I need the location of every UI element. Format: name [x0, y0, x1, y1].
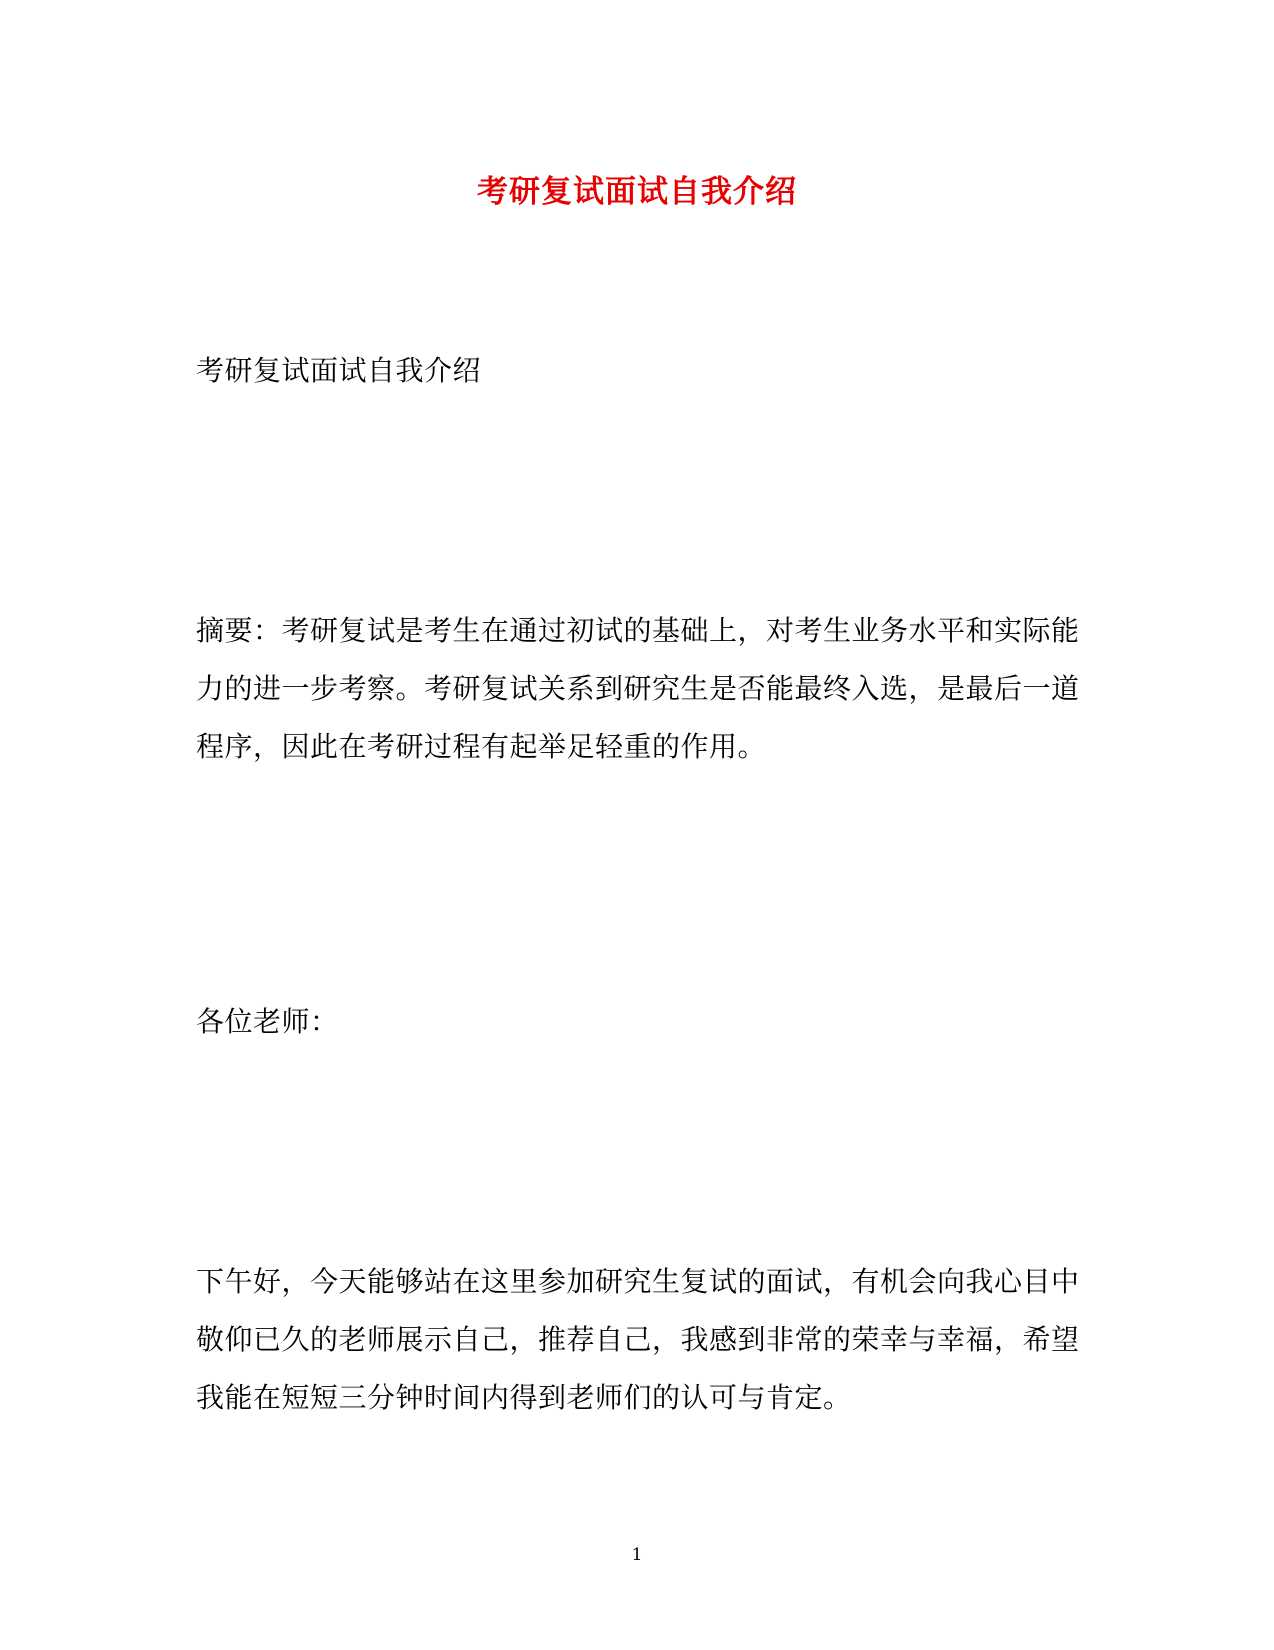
paragraph-abstract: 摘要：考研复试是考生在通过初试的基础上，对考生业务水平和实际能力的进一步考察。考研复试关系到研究生是否能最终入选，是最后一道程序，因此在考研过程有起举足轻重的作用。: [196, 614, 1080, 763]
paragraph-subtitle: 考研复试面试自我介绍: [196, 354, 482, 387]
document-title: 考研复试面试自我介绍: [477, 174, 797, 210]
paragraph-body: 下午好，今天能够站在这里参加研究生复试的面试，有机会向我心目中敬仰已久的老师展示自己，推荐自己，我感到非常的荣幸与幸福，希望我能在短短三分钟时间内得到老师们的认可与肯定。: [196, 1265, 1080, 1414]
paragraph-greeting: 各位老师：: [196, 1005, 339, 1038]
page-number: 1: [631, 1545, 643, 1565]
